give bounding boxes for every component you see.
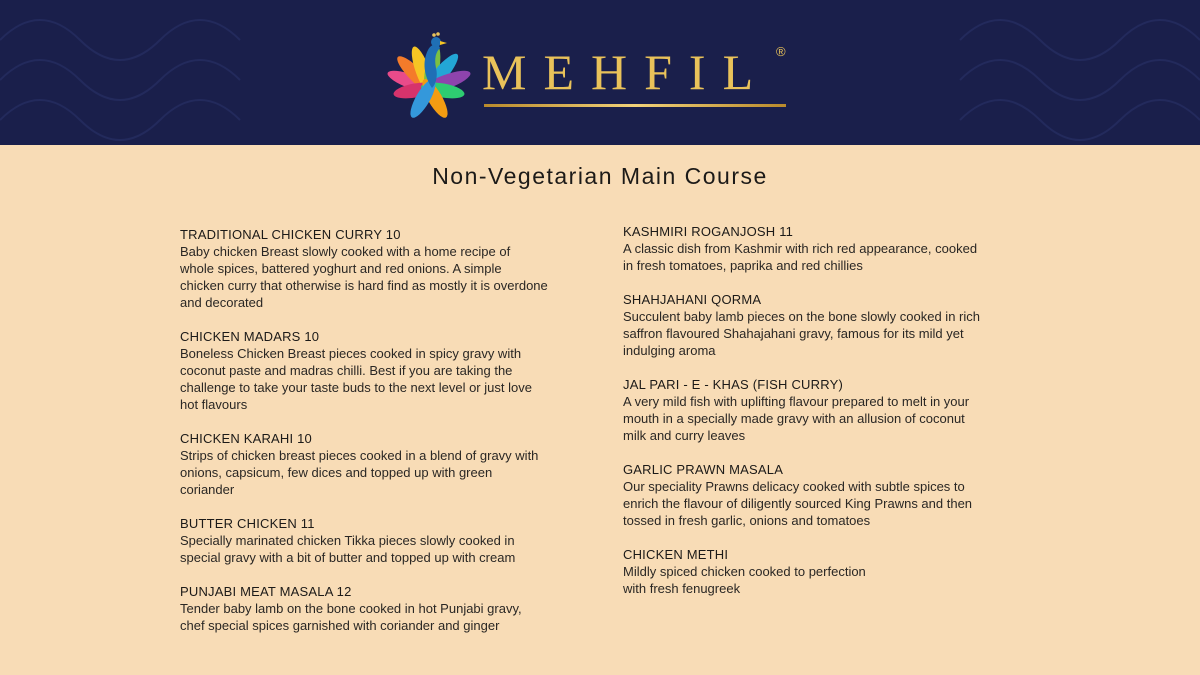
menu-item (180, 226, 600, 311)
menu-item (180, 515, 600, 566)
registered-mark: ® (776, 44, 786, 59)
menu-item-name: CHICKEN METHI (623, 547, 729, 562)
menu-item-description: Mildly spiced chicken cooked to perfection with fresh fenugreek (623, 564, 866, 596)
menu-item-name: TRADITIONAL CHICKEN CURRY 10 (180, 227, 401, 242)
menu-item-name: KASHMIRI ROGANJOSH 11 (623, 224, 794, 239)
menu-item-description: Boneless Chicken Breast pieces cooked in spicy gravy with coconut paste and madras chilli. Best if you are taking the challenge to take your taste buds to the next level or just love hot flavours (180, 346, 532, 412)
brand-name: MEHFIL (482, 44, 771, 100)
menu-item-name: PUNJABI MEAT MASALA 12 (180, 584, 352, 599)
menu-item-name: CHICKEN MADARS 10 (180, 329, 320, 344)
menu-item (623, 546, 1043, 597)
menu-item-name: GARLIC PRAWN MASALA (623, 462, 784, 477)
menu-item-description: Tender baby lamb on the bone cooked in hot Punjabi gravy, chef special spices garnished with coriander and ginger (180, 601, 522, 633)
peacock-logo-icon (384, 28, 474, 120)
menu-item (623, 223, 1043, 274)
page-title: Non-Vegetarian Main Course (432, 163, 768, 189)
menu-item-name: BUTTER CHICKEN 11 (180, 516, 315, 531)
mehfil-logo (384, 28, 804, 120)
menu-item-description: Specially marinated chicken Tikka pieces slowly cooked in special gravy with a bit of butter and topped up with cream (180, 533, 516, 565)
menu-item-description: Strips of chicken breast pieces cooked in a blend of gravy with onions, capsicum, few dices and topped up with green coriander (180, 448, 539, 497)
menu-item (623, 291, 1043, 359)
menu-item-description: A classic dish from Kashmir with rich red appearance, cooked in fresh tomatoes, paprika and red chillies (623, 241, 978, 273)
menu-item (180, 583, 600, 634)
header-banner (0, 0, 1200, 145)
menu-item (180, 328, 600, 413)
menu-item (623, 376, 1043, 444)
menu-item-description: Our speciality Prawns delicacy cooked with subtle spices to enrich the flavour of diligently sourced King Prawns and then tossed in fresh garlic, onions and tomatoes (623, 479, 973, 528)
menu-item-description: Baby chicken Breast slowly cooked with a home recipe of whole spices, battered yoghurt and red onions. A simple chicken curry that otherwise is hard find as mostly it is overdone and decorated (180, 244, 548, 310)
menu-column-right (623, 223, 1043, 614)
menu-item-description: A very mild fish with uplifting flavour prepared to melt in your mouth in a specially made gravy with an allusion of coconut milk and curry leaves (623, 394, 970, 443)
menu-column-left (180, 226, 600, 651)
menu-item-name: JAL PARI - E - KHAS (FISH CURRY) (623, 377, 843, 392)
menu-item-description: Succulent baby lamb pieces on the bone slowly cooked in rich saffron flavoured Shahajahani gravy, famous for its mild yet indulging aroma (623, 309, 980, 358)
menu-item (180, 430, 600, 498)
brand-underline (484, 104, 786, 107)
menu-item (623, 461, 1043, 529)
menu-item-name: SHAHJAHANI QORMA (623, 292, 762, 307)
menu-item-name: CHICKEN KARAHI 10 (180, 431, 312, 446)
